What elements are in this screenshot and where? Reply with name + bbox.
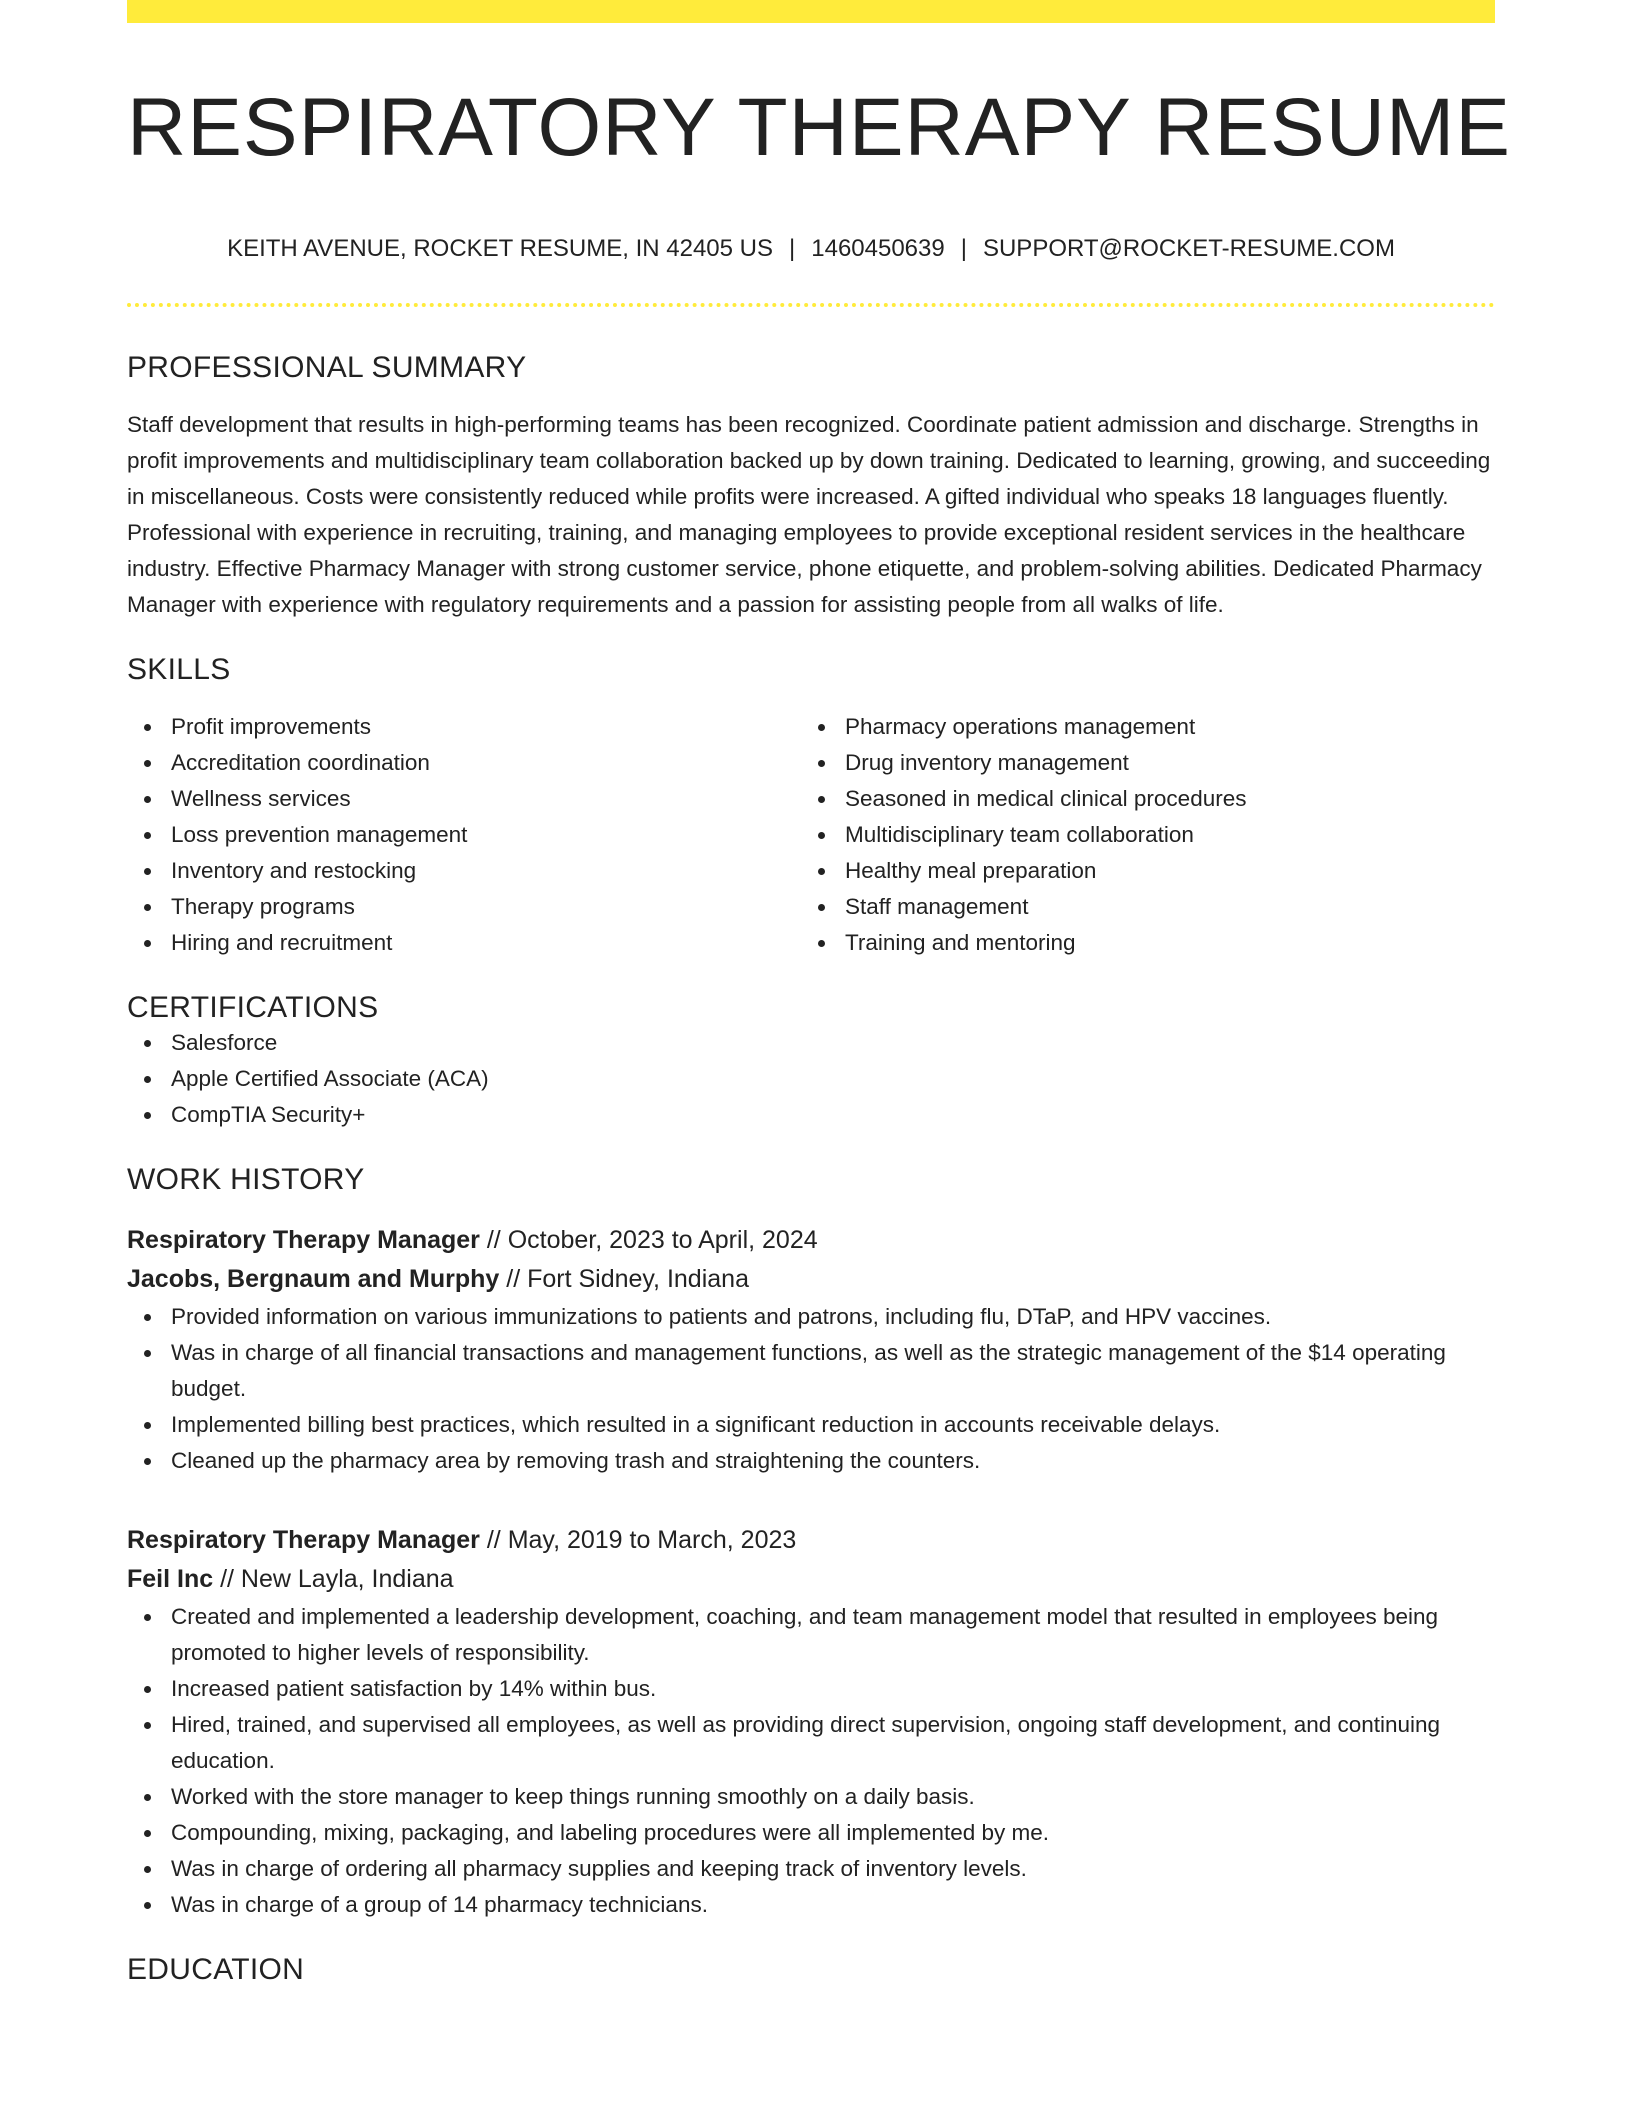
summary-text: Staff development that results in high-performing teams has been recognized. Coordinate patient admission and discharge. Strengths in profit improvements and multidisciplinary team collaboration backed up by down training. Dedicated to learning, growing, and succeeding in miscellaneous. Costs were consistently reduced while profits were increased. A gifted individual who speaks 18 languages fluently. Professional with experience in recruiting, training, and managing employees to provide exceptional resident services in the healthcare industry. Effective Pharmacy Manager with strong customer service, phone etiquette, and problem-solving abilities. Dedicated Pharmacy Manager with experience with regulatory requirements and a passion for assisting people from all walks of life. — [127, 412, 1491, 618]
job-bullet-list — [127, 1599, 1495, 1923]
job-location: // Fort Sidney, Indiana — [499, 1265, 749, 1294]
skill-item: Multidisciplinary team collaboration — [801, 817, 1475, 853]
contact-separator: | — [789, 235, 796, 263]
job-entry — [127, 1221, 1495, 1479]
skill-item: Loss prevention management — [127, 817, 801, 853]
contact-separator: | — [960, 235, 967, 263]
job-bullet: Compounding, mixing, packaging, and labeling procedures were all implemented by me. — [127, 1815, 1495, 1851]
skills-list-left — [127, 709, 801, 961]
certifications-list — [127, 1025, 1495, 1133]
skill-item: Staff management — [801, 889, 1475, 925]
job-bullet: Cleaned up the pharmacy area by removing trash and straightening the counters. — [127, 1443, 1495, 1479]
job-bullet: Was in charge of all financial transactions and management functions, as well as the strategic management of the $14 operating budget. — [127, 1335, 1495, 1407]
skill-item: Accreditation coordination — [127, 745, 801, 781]
job-title: Respiratory Therapy Manager — [127, 1526, 480, 1555]
job-location: // New Layla, Indiana — [213, 1565, 454, 1594]
dotted-divider — [127, 303, 1495, 307]
skill-item: Hiring and recruitment — [127, 925, 801, 961]
job-company-line — [127, 1260, 1495, 1299]
job-bullet: Provided information on various immunizations to patients and patrons, including flu, DTaP, and HPV vaccines. — [127, 1299, 1495, 1335]
skill-item: Drug inventory management — [801, 745, 1475, 781]
job-bullet-list — [127, 1299, 1495, 1479]
job-bullet: Hired, trained, and supervised all employees, as well as providing direct supervision, ongoing staff development, and continuing education. — [127, 1707, 1495, 1779]
job-bullet: Created and implemented a leadership development, coaching, and team management model that resulted in employees being promoted to higher levels of responsibility. — [127, 1599, 1495, 1671]
job-title-line — [127, 1221, 1495, 1260]
job-title: Respiratory Therapy Manager — [127, 1226, 480, 1255]
certifications-heading: CERTIFICATIONS — [127, 991, 379, 1025]
skill-item: Wellness services — [127, 781, 801, 817]
certification-item: Apple Certified Associate (ACA) — [127, 1061, 1495, 1097]
certification-item: CompTIA Security+ — [127, 1097, 1495, 1133]
job-bullet: Was in charge of a group of 14 pharmacy technicians. — [127, 1887, 1495, 1923]
skill-item: Therapy programs — [127, 889, 801, 925]
job-company: Jacobs, Bergnaum and Murphy — [127, 1265, 500, 1294]
skills-column-left — [127, 709, 801, 961]
summary-heading: PROFESSIONAL SUMMARY — [127, 351, 527, 385]
skills-list-right — [801, 709, 1475, 961]
job-bullet: Implemented billing best practices, which resulted in a significant reduction in accounts receivable delays. — [127, 1407, 1495, 1443]
job-dates: // May, 2019 to March, 2023 — [479, 1526, 797, 1555]
certification-item: Salesforce — [127, 1025, 1495, 1061]
education-heading: EDUCATION — [127, 1953, 305, 1987]
job-company-line — [127, 1560, 1495, 1599]
job-company: Feil Inc — [127, 1565, 214, 1594]
resume-page — [127, 0, 1511, 1987]
skills-column-right — [801, 709, 1475, 961]
skill-item: Pharmacy operations management — [801, 709, 1475, 745]
job-entry — [127, 1521, 1495, 1923]
job-bullet: Increased patient satisfaction by 14% within bus. — [127, 1671, 1495, 1707]
job-bullet: Was in charge of ordering all pharmacy supplies and keeping track of inventory levels. — [127, 1851, 1495, 1887]
contact-line — [127, 235, 1495, 263]
job-bullet: Worked with the store manager to keep things running smoothly on a daily basis. — [127, 1779, 1495, 1815]
skill-item: Healthy meal preparation — [801, 853, 1475, 889]
resume-title: RESPIRATORY THERAPY RESUME — [127, 82, 1511, 173]
skills-grid — [127, 709, 1495, 961]
skills-heading: SKILLS — [127, 653, 231, 687]
skill-item: Training and mentoring — [801, 925, 1475, 961]
skill-item: Inventory and restocking — [127, 853, 801, 889]
contact-phone: 1460450639 — [811, 235, 945, 263]
job-dates: // October, 2023 to April, 2024 — [479, 1226, 818, 1255]
contact-email: SUPPORT@ROCKET-RESUME.COM — [982, 235, 1395, 263]
top-accent-bar — [127, 0, 1495, 23]
skill-item: Profit improvements — [127, 709, 801, 745]
job-title-line — [127, 1521, 1495, 1560]
skill-item: Seasoned in medical clinical procedures — [801, 781, 1475, 817]
work-history-heading: WORK HISTORY — [127, 1163, 365, 1197]
contact-address: KEITH AVENUE, ROCKET RESUME, IN 42405 US — [227, 235, 774, 263]
